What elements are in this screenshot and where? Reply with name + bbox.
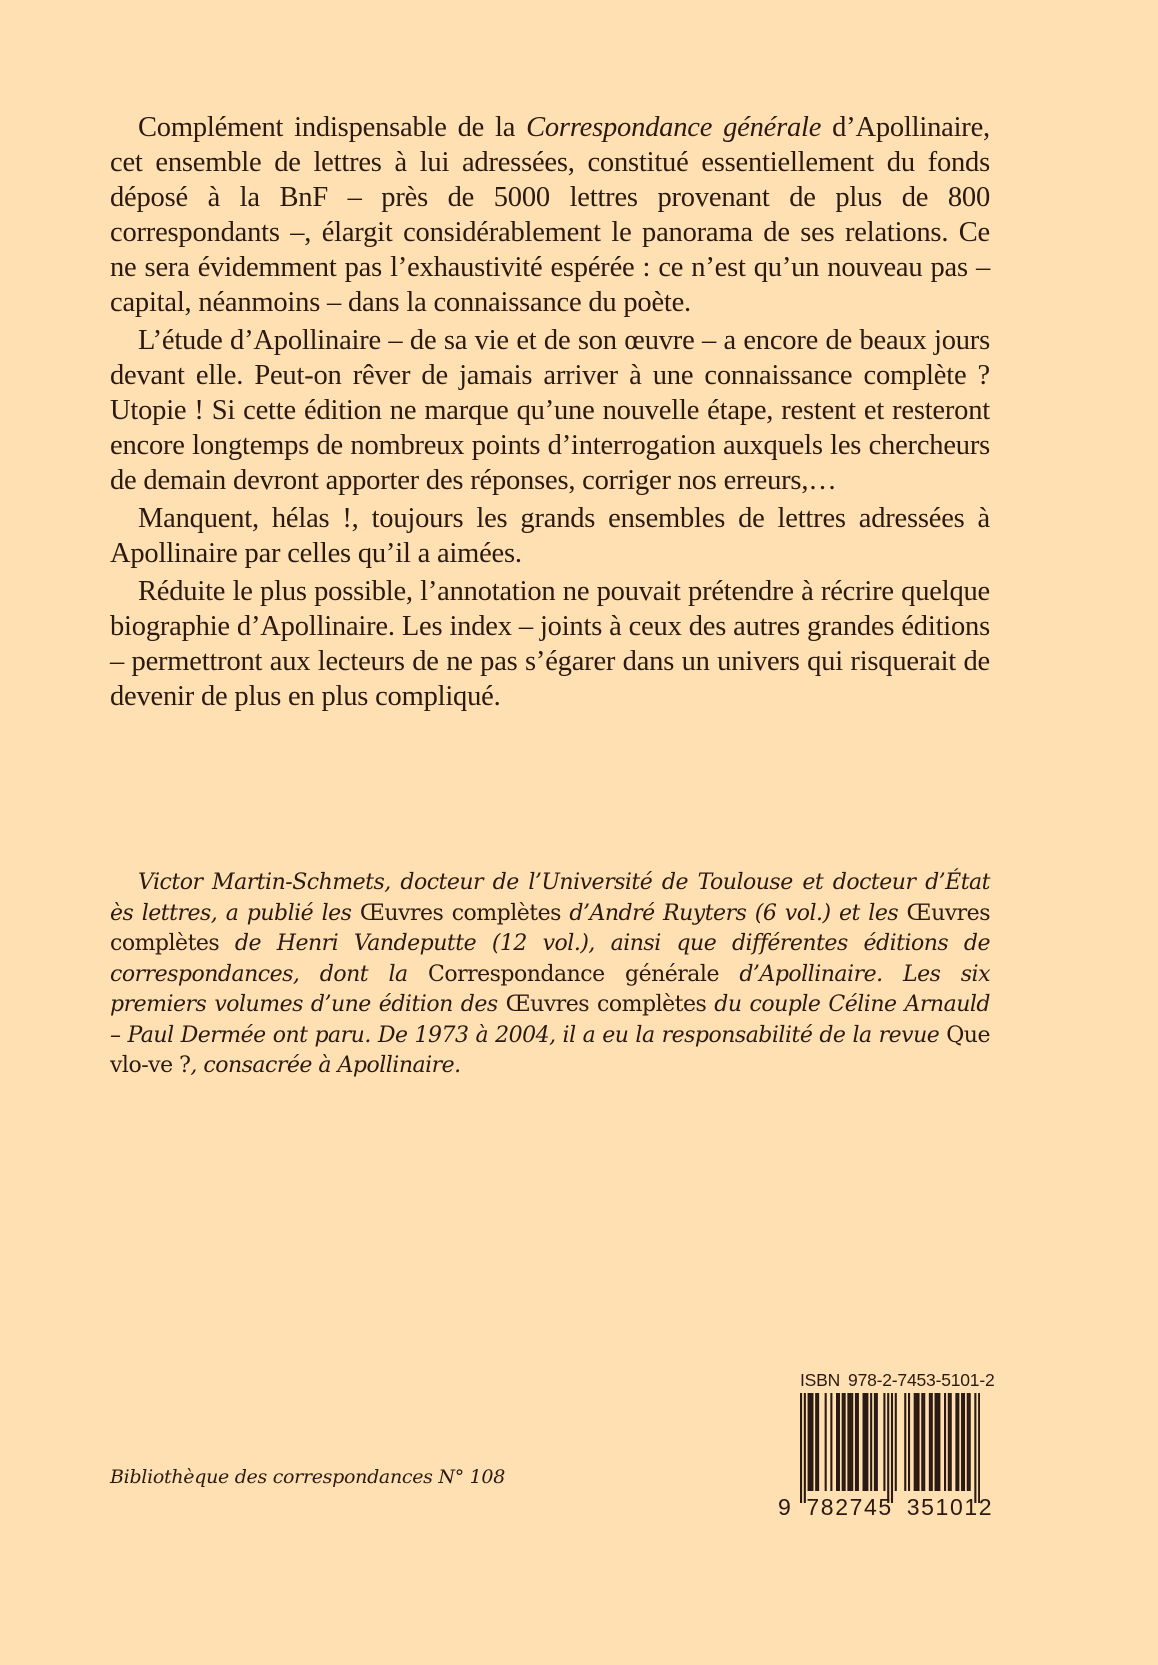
text-run: L’étude d’Apollinaire – de sa vie et de son œuvre – a encore de beaux jours devant elle. Peut-on rêver de jamais arriver à une connaissance complète ? Utopie ! Si cette édition ne marque qu’une nouvelle étape, restent et resteront encore longtemps de nombreux points d’interrogation auxquels les chercheurs de demain devront apporter des réponses, corriger nos erreurs,…: [110, 325, 990, 496]
bio-title-run: Que vlo-ve ?: [110, 1022, 990, 1078]
barcode-bar: [935, 1393, 937, 1491]
barcode-bar: [967, 1393, 969, 1491]
barcode-bar: [961, 1393, 963, 1491]
barcode-bar: [950, 1393, 952, 1491]
ean-first-digit: 9: [778, 1494, 793, 1520]
barcode-bar: [931, 1393, 933, 1491]
bio-text-run: de Henri Vandeputte (12 vol.), ainsi que différentes éditions de correspondances, dont la: [110, 931, 990, 987]
blurb-paragraph: [110, 110, 990, 320]
barcode-bar: [917, 1393, 919, 1491]
bio-title-run: Œuvres complètes: [359, 900, 561, 926]
barcode-bar: [863, 1393, 865, 1491]
barcode-bar: [855, 1393, 857, 1491]
barcode-bar: [804, 1393, 806, 1503]
barcode-bar: [800, 1393, 802, 1503]
bio-title-run: Correspondance générale: [428, 961, 719, 987]
isbn-barcode: [778, 1370, 995, 1520]
blurb-paragraph: [110, 323, 990, 498]
barcode-bar: [815, 1393, 817, 1491]
bio-text-run: Victor Martin-Schmets, docteur de l’Université de Toulouse et docteur d’État ès lettres, a publié les: [110, 870, 990, 926]
barcode-bar: [891, 1393, 893, 1503]
barcode-bar: [914, 1393, 916, 1491]
ean-digits: [778, 1494, 993, 1521]
isbn-number: 978-2-7453-5101-2: [848, 1370, 995, 1390]
barcode-bar: [978, 1393, 980, 1503]
barcode-bar: [876, 1393, 878, 1491]
barcode-bar: [836, 1393, 838, 1491]
barcode-bar: [857, 1393, 859, 1491]
barcode-bar: [883, 1393, 885, 1491]
bio-text-run: du couple Céline Arnauld – Paul Dermée ont paru. De 1973 à 2004, il a eu la responsabilité de la revue: [110, 992, 990, 1048]
barcode-bar: [851, 1393, 853, 1491]
barcode-bar: [955, 1393, 957, 1491]
barcode-bar: [809, 1393, 811, 1491]
back-cover-blurb: [110, 110, 990, 714]
barcode-bar: [808, 1393, 810, 1491]
ean-left-group: 782745: [806, 1494, 893, 1520]
barcode-bar: [916, 1393, 918, 1491]
barcode-bar: [938, 1393, 940, 1491]
barcode-bar: [870, 1393, 872, 1491]
barcode-bar: [908, 1393, 910, 1491]
bio-text-run: d’Apollinaire. Les six premiers volumes d’une édition des: [110, 961, 990, 1017]
text-run: Complément indispensable de la: [138, 112, 527, 143]
barcode-bar: [904, 1393, 906, 1491]
barcode-bar: [817, 1393, 819, 1491]
ean-right-group: 351012: [906, 1494, 994, 1520]
barcode-bar: [963, 1393, 965, 1491]
barcode-bar: [936, 1393, 938, 1491]
bio-title-run: Œuvres complètes: [505, 992, 707, 1017]
barcode-bar: [957, 1393, 959, 1491]
bio-text-run: d’André Ruyters (6 vol.) et les: [560, 900, 907, 926]
blurb-paragraph: [110, 501, 990, 571]
barcode-bar: [929, 1393, 931, 1491]
author-biography: [110, 868, 990, 1082]
barcode-bar: [864, 1393, 866, 1491]
barcode-bar: [887, 1393, 889, 1503]
barcode-bar: [866, 1393, 868, 1491]
barcode-bar: [849, 1393, 851, 1491]
bio-text-run: , consacrée à Apollinaire.: [190, 1053, 461, 1078]
barcode-bar: [847, 1393, 849, 1491]
barcode-bar: [811, 1393, 813, 1491]
barcode-bar: [838, 1393, 840, 1491]
isbn-line: [800, 1370, 995, 1391]
barcode-bar: [825, 1393, 827, 1491]
barcode-bar: [969, 1393, 971, 1491]
barcode-bar: [844, 1393, 846, 1491]
barcode-bar: [974, 1393, 976, 1503]
barcode-bar: [921, 1393, 923, 1491]
barcode-bar: [944, 1393, 946, 1491]
text-run: d’Apollinaire, cet ensemble de lettres à lui adressées, constitué essentiellement du fonds déposé à la BnF – près de 5000 lettres provenant de plus de 800 correspondants –, élargit considérablement le panorama de ses relations. Ce ne sera évidemment pas l’exhaustivité espérée : ce n’est qu’un nouveau pas – capital, néanmoins – dans la connaissance du poète.: [110, 112, 990, 318]
italic-title: Correspondance générale: [526, 112, 822, 143]
barcode-bar: [842, 1393, 844, 1491]
barcode-bar: [830, 1393, 832, 1491]
barcode-bar: [948, 1393, 950, 1491]
barcode-bars: [800, 1393, 980, 1503]
blurb-paragraph: [110, 574, 990, 714]
barcode-bar: [895, 1393, 897, 1491]
barcode-bar: [923, 1393, 925, 1491]
series-label: Bibliothèque des correspondances N° 108: [110, 1466, 506, 1488]
text-run: Réduite le plus possible, l’annotation ne pouvait prétendre à récrire quelque biographie d’Apollinaire. Les index – joints à ceux des autres grandes éditions – permettront aux lecteurs de ne pas s’égarer dans un univers qui risquerait de devenir de plus en plus compliqué.: [110, 576, 990, 712]
barcode-bar: [874, 1393, 876, 1491]
text-run: Manquent, hélas !, toujours les grands ensembles de lettres adressées à Apollinaire par celles qu’il a aimées.: [110, 503, 990, 569]
author-bio-paragraph: [110, 868, 990, 1082]
bio-title-run: Œuvres complètes: [110, 900, 990, 956]
isbn-prefix: ISBN: [800, 1370, 841, 1390]
